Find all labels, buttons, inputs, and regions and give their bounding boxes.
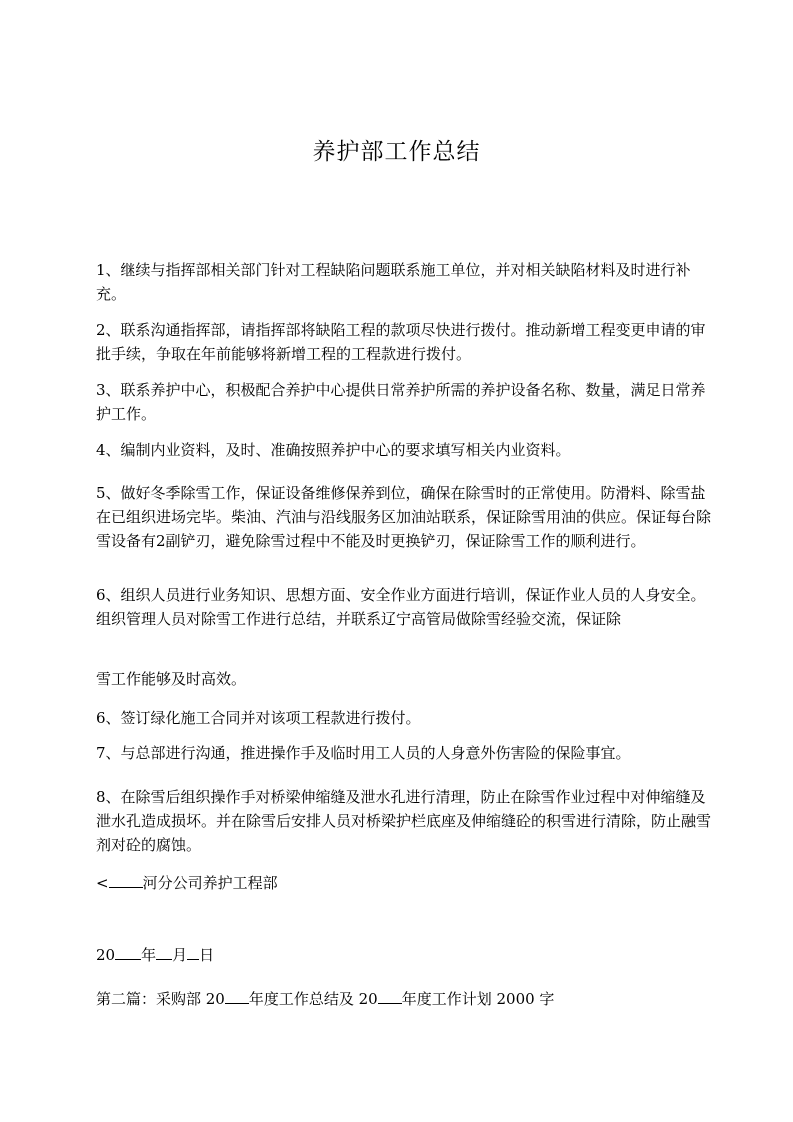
item-6b-paragraph: 6、签订绿化施工合同并对该项工程款进行拨付。 bbox=[96, 709, 421, 727]
signature-blank bbox=[109, 873, 143, 888]
item-6-continuation: 雪工作能够及时高效。 bbox=[96, 670, 247, 688]
signature-prefix: < bbox=[96, 874, 109, 892]
next-article-title bbox=[96, 987, 711, 1011]
item-4-paragraph: 4、编制内业资料，及时、准确按照养护中心的要求填写相关内业资料。 bbox=[96, 441, 571, 459]
item-3-paragraph: 3、联系养护中心，积极配合养护中心提供日常养护所需的养护设备名称、数量，满足日常养护工作。 bbox=[96, 381, 706, 423]
item-1-paragraph: 1、继续与指挥部相关部门针对工程缺陷问题联系施工单位，并对相关缺陷材料及时进行补充。 bbox=[96, 261, 691, 303]
next-year-blank-2 bbox=[378, 989, 402, 1004]
item-5-paragraph: 5、做好冬季除雪工作，保证设备维修保养到位，确保在除雪时的正常使用。防滑料、除雪盐在已组织进场完毕。柴油、汽油与沿线服务区加油站联系，保证除雪用油的供应。保证每台除雪设备有2副铲刃，避免除雪过程中不能及时更换铲刃，保证除雪工作的顺利进行。 bbox=[96, 484, 712, 550]
item-7-paragraph: 7、与总部进行沟通，推进操作手及临时用工人员的人身意外伤害险的保险事宜。 bbox=[96, 744, 631, 762]
page-title: 养护部工作总结 bbox=[312, 139, 481, 165]
next-article-part2: 年度工作总结及 20 bbox=[248, 990, 378, 1008]
item-8-paragraph: 8、在除雪后组织操作手对桥梁伸缩缝及泄水孔进行清理，防止在除雪作业过程中对伸缩缝及泄水孔造成损坏。并在除雪后安排人员对桥梁护栏底座及伸缩缝砼的积雪进行清除，防止融雪剂对砼的腐蚀。 bbox=[96, 788, 712, 854]
item-2-paragraph: 2、联系沟通指挥部，请指挥部将缺陷工程的款项尽快进行拨付。推动新增工程变更申请的审批手续，争取在年前能够将新增工程的工程款进行拨付。 bbox=[96, 321, 706, 363]
day-blank bbox=[187, 945, 199, 960]
signature-org: 河分公司养护工程部 bbox=[142, 874, 278, 892]
month-blank bbox=[156, 945, 172, 960]
date-line bbox=[96, 943, 711, 967]
date-year-prefix: 20 bbox=[96, 946, 116, 964]
item-6-paragraph: 6、组织人员进行业务知识、思想方面、安全作业方面进行培训，保证作业人员的人身安全。组织管理人员对除雪工作进行总结，并联系辽宁高管局做除雪经验交流，保证除 bbox=[96, 586, 706, 628]
signature-line bbox=[96, 871, 711, 895]
date-day-label: 日 bbox=[199, 946, 215, 964]
next-article-part1: 第二篇：采购部 20 bbox=[96, 990, 225, 1008]
year-blank bbox=[115, 945, 141, 960]
date-month-label: 月 bbox=[172, 946, 188, 964]
next-year-blank-1 bbox=[225, 989, 249, 1004]
date-year-label: 年 bbox=[141, 946, 157, 964]
next-article-part3: 年度工作计划 2000 字 bbox=[401, 990, 555, 1008]
